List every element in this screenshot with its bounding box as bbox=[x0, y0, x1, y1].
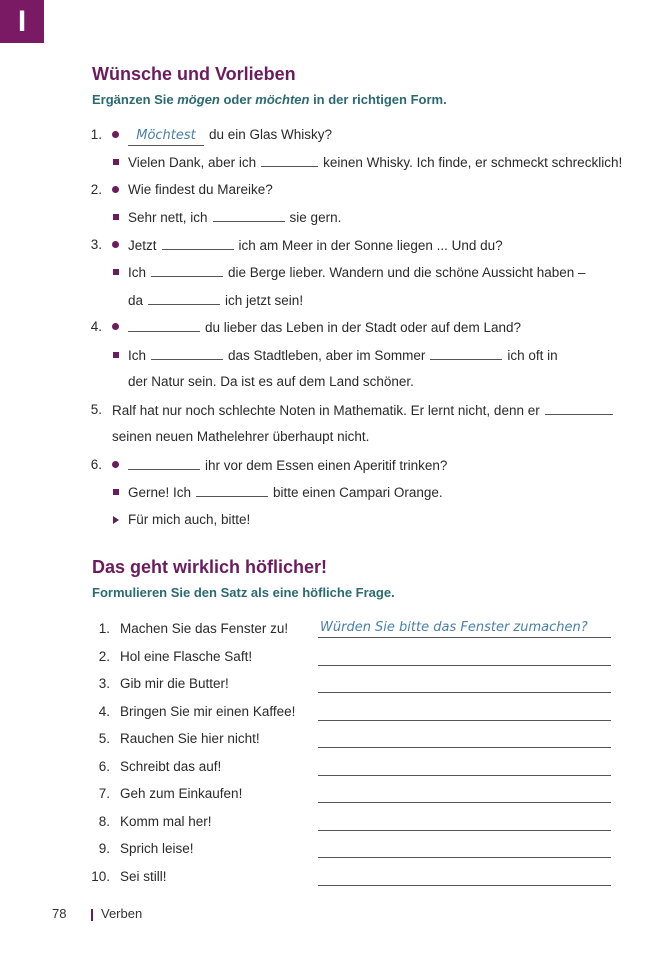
imperative-sentence: Gib mir die Butter! bbox=[120, 676, 229, 691]
square-bullet-icon bbox=[113, 489, 119, 495]
imperative-sentence: Komm mal her! bbox=[120, 813, 212, 829]
exercise6-line3: Für mich auch, bitte! bbox=[0, 511, 672, 529]
imperative-sentence: Sei still! bbox=[120, 868, 167, 884]
exercise4-line3: der Natur sein. Da ist es auf dem Land schöner. bbox=[128, 374, 414, 389]
polite-question-row bbox=[0, 758, 672, 776]
round-dot-icon bbox=[112, 186, 119, 193]
square-bullet-icon bbox=[113, 352, 119, 358]
polite-question-row bbox=[0, 620, 672, 638]
exercise3-line1: 3. Jetzt ich am Meer in der Sonne liegen ... Und du? bbox=[90, 237, 503, 253]
exercise2-line1: 2. Wie findest du Mareike? bbox=[90, 182, 273, 197]
answer-fill-1[interactable]: Möchtest bbox=[128, 129, 204, 146]
item-number: 10. bbox=[91, 868, 110, 884]
item-number: 1. bbox=[98, 621, 110, 636]
blank-input[interactable] bbox=[261, 153, 318, 167]
item-number: 5. bbox=[98, 731, 110, 746]
polite-question-row bbox=[0, 840, 672, 858]
exercise4-line2: Ich das Stadtleben, aber im Sommer ich oft in bbox=[0, 346, 672, 364]
answer-line[interactable] bbox=[318, 703, 611, 721]
imperative-sentence: Sprich leise! bbox=[120, 841, 194, 856]
exercise3-line3: da ich jetzt sein! bbox=[128, 293, 304, 308]
item-number: 2. bbox=[98, 648, 110, 664]
blank-input[interactable] bbox=[196, 483, 268, 497]
polite-question-row bbox=[0, 730, 672, 748]
imperative-sentence: Bringen Sie mir einen Kaffee! bbox=[120, 703, 296, 719]
answer-line[interactable] bbox=[318, 868, 611, 886]
blank-input[interactable] bbox=[128, 318, 200, 332]
blank-input[interactable] bbox=[213, 208, 285, 222]
blank-input[interactable] bbox=[128, 456, 200, 470]
item-number: 7. bbox=[98, 786, 110, 801]
triangle-bullet-icon bbox=[113, 516, 119, 524]
answer-line[interactable] bbox=[318, 785, 611, 803]
exercise6-line2: Gerne! Ich bitte einen Campari Orange. bbox=[0, 483, 672, 501]
exercise2-line2: Sehr nett, ich sie gern. bbox=[0, 208, 672, 226]
item-number: 3. bbox=[98, 676, 110, 691]
answer-line[interactable] bbox=[318, 730, 611, 748]
exercise4-line1: 4. du lieber das Leben in der Stadt oder auf dem Land? bbox=[90, 319, 521, 335]
polite-question-row bbox=[0, 868, 672, 886]
polite-question-row bbox=[0, 648, 672, 666]
page-number: 78 bbox=[52, 906, 67, 921]
answer-line[interactable] bbox=[318, 675, 611, 693]
round-dot-icon bbox=[112, 241, 119, 248]
exercise5-line2: seinen neuen Mathelehrer überhaupt nicht. bbox=[112, 429, 370, 444]
exercise1-line1: 1. Möchtest du ein Glas Whisky? bbox=[0, 126, 672, 144]
polite-question-row bbox=[0, 675, 672, 693]
footer-divider bbox=[91, 909, 93, 921]
imperative-sentence: Geh zum Einkaufen! bbox=[120, 786, 243, 801]
item-number: 6. bbox=[98, 758, 110, 774]
imperative-sentence: Rauchen Sie hier nicht! bbox=[120, 731, 260, 746]
section1-instruction: Ergänzen Sie mögen oder möchten in der richtigen Form. bbox=[92, 92, 447, 107]
answer-line[interactable] bbox=[318, 648, 611, 666]
answer-line[interactable] bbox=[318, 840, 611, 858]
chapter-tab: I bbox=[0, 0, 44, 43]
exercise6-line1: 6. ihr vor dem Essen einen Aperitif trinken? bbox=[90, 457, 448, 473]
chapter-label: Verben bbox=[101, 906, 143, 921]
section1-title: Wünsche und Vorlieben bbox=[92, 64, 296, 84]
imperative-sentence: Machen Sie das Fenster zu! bbox=[120, 621, 289, 636]
imperative-sentence: Schreibt das auf! bbox=[120, 758, 222, 774]
imperative-sentence: Hol eine Flasche Saft! bbox=[120, 648, 253, 664]
item-number: 4. bbox=[98, 703, 110, 719]
blank-input[interactable] bbox=[545, 401, 613, 415]
round-dot-icon bbox=[112, 131, 119, 138]
item-number: 9. bbox=[98, 841, 110, 856]
square-bullet-icon bbox=[113, 159, 119, 165]
exercise1-line2: Vielen Dank, aber ich keinen Whisky. Ich finde, er schmeckt schrecklich! bbox=[0, 153, 672, 171]
polite-question-row bbox=[0, 813, 672, 831]
item-number: 8. bbox=[98, 813, 110, 829]
exercise3-line2: Ich die Berge lieber. Wandern und die schöne Aussicht haben – bbox=[0, 263, 672, 281]
polite-question-row bbox=[0, 703, 672, 721]
blank-input[interactable] bbox=[151, 263, 223, 277]
blank-input[interactable] bbox=[430, 346, 502, 360]
blank-input[interactable] bbox=[151, 346, 223, 360]
polite-question-row bbox=[0, 785, 672, 803]
exercise5-line1: 5. Ralf hat nur noch schlechte Noten in Mathematik. Er lernt nicht, denn er bbox=[0, 401, 672, 419]
answer-line[interactable] bbox=[318, 758, 611, 776]
section2-instruction: Formulieren Sie den Satz als eine höfliche Frage. bbox=[92, 585, 395, 600]
blank-input[interactable] bbox=[162, 236, 234, 250]
round-dot-icon bbox=[112, 323, 119, 330]
blank-input[interactable] bbox=[148, 291, 220, 305]
square-bullet-icon bbox=[113, 214, 119, 220]
answer-line[interactable] bbox=[318, 813, 611, 831]
round-dot-icon bbox=[112, 461, 119, 468]
square-bullet-icon bbox=[113, 269, 119, 275]
section2-title: Das geht wirklich höflicher! bbox=[92, 557, 328, 577]
answer-line[interactable]: Würden Sie bitte das Fenster zumachen? bbox=[318, 620, 611, 638]
